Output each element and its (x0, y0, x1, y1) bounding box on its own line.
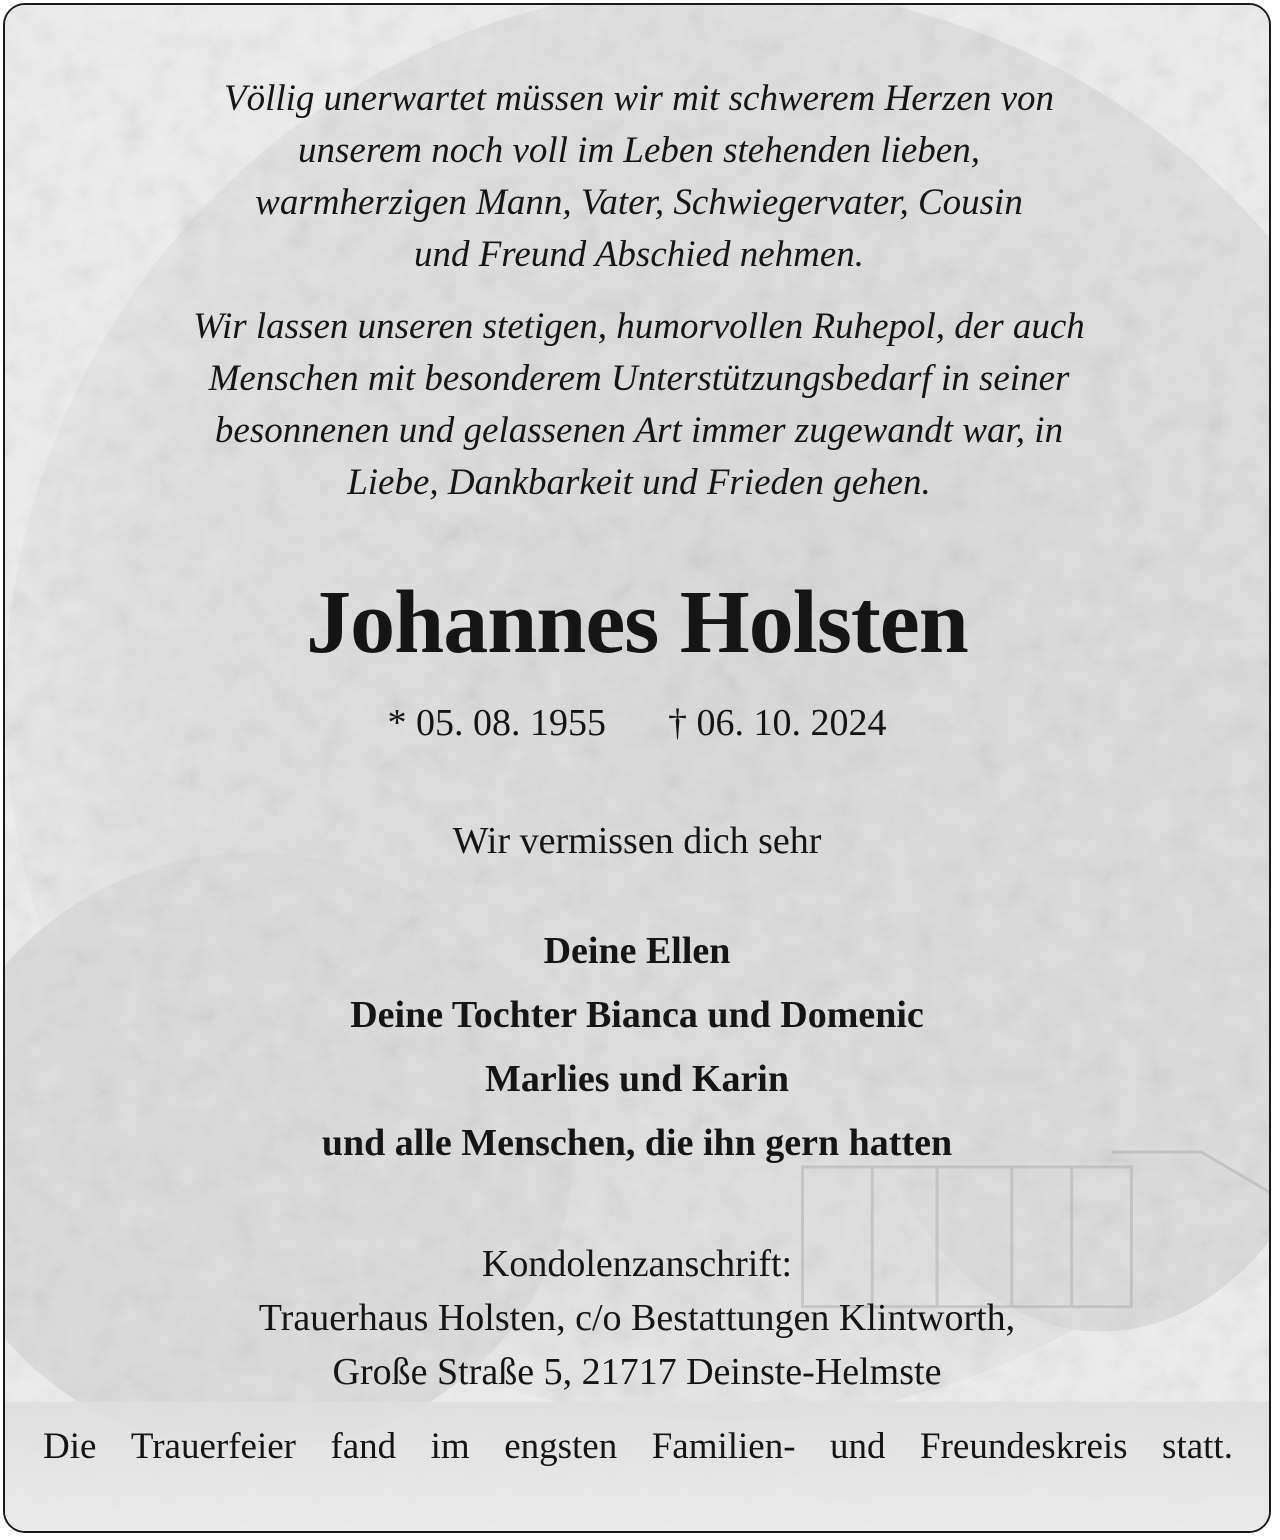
family-line: Deine Tochter Bianca und Domenic (350, 994, 924, 1036)
family-line: Deine Ellen (543, 930, 731, 972)
birth-date: * 05. 08. 1955 (387, 702, 606, 744)
farewell-message: Wir vermissen dich sehr (452, 820, 822, 862)
death-date: † 06. 10. 2024 (668, 702, 887, 744)
ceremony-note-word: Freundeskreis (920, 1426, 1128, 1467)
intro-line: besonnenen und gelassenen Art immer zugewandt war, in (214, 410, 1064, 451)
intro-line: und Freund Abschied nehmen. (413, 234, 865, 275)
ceremony-note-word: im (430, 1426, 470, 1467)
intro-line: warmherzigen Mann, Vater, Schwiegervater, Cousin (255, 182, 1023, 223)
ceremony-note-word: und (830, 1426, 886, 1467)
ceremony-note-word: Trauerfeier (130, 1426, 296, 1467)
condolence-address (5, 1237, 1269, 1399)
ceremony-note-word: fand (330, 1426, 397, 1467)
intro-line: unserem noch voll im Leben stehenden lieben, (298, 130, 980, 171)
ceremony-note (43, 1423, 1233, 1471)
family-signatures (5, 919, 1269, 1175)
condolence-line: Große Straße 5, 21717 Deinste-Helmste (332, 1351, 942, 1393)
condolence-heading: Kondolenzanschrift: (481, 1243, 793, 1285)
intro-line: Menschen mit besonderem Unterstützungsbedarf in seiner (208, 358, 1070, 399)
intro-paragraph-1 (45, 73, 1233, 281)
life-dates (5, 699, 1269, 747)
ceremony-note-word: statt. (1162, 1426, 1233, 1467)
family-line: und alle Menschen, die ihn gern hatten (321, 1122, 953, 1164)
intro-line: Liebe, Dankbarkeit und Frieden gehen. (347, 462, 931, 503)
intro-line: Wir lassen unseren stetigen, humorvollen Ruhepol, der auch (193, 306, 1085, 347)
intro-paragraph-2 (45, 301, 1233, 509)
condolence-line: Trauerhaus Holsten, c/o Bestattungen Klintworth, (258, 1297, 1016, 1339)
ceremony-note-word: Familien- (651, 1426, 796, 1467)
deceased-name: Johannes Holsten (306, 573, 968, 672)
ceremony-note-word: Die (43, 1426, 97, 1467)
family-line: Marlies und Karin (484, 1058, 790, 1100)
notice-content (5, 5, 1269, 1531)
intro-line: Völlig unerwartet müssen wir mit schwerem Herzen von (223, 78, 1055, 119)
ceremony-note-word: engsten (504, 1426, 618, 1467)
obituary-notice (3, 3, 1271, 1533)
